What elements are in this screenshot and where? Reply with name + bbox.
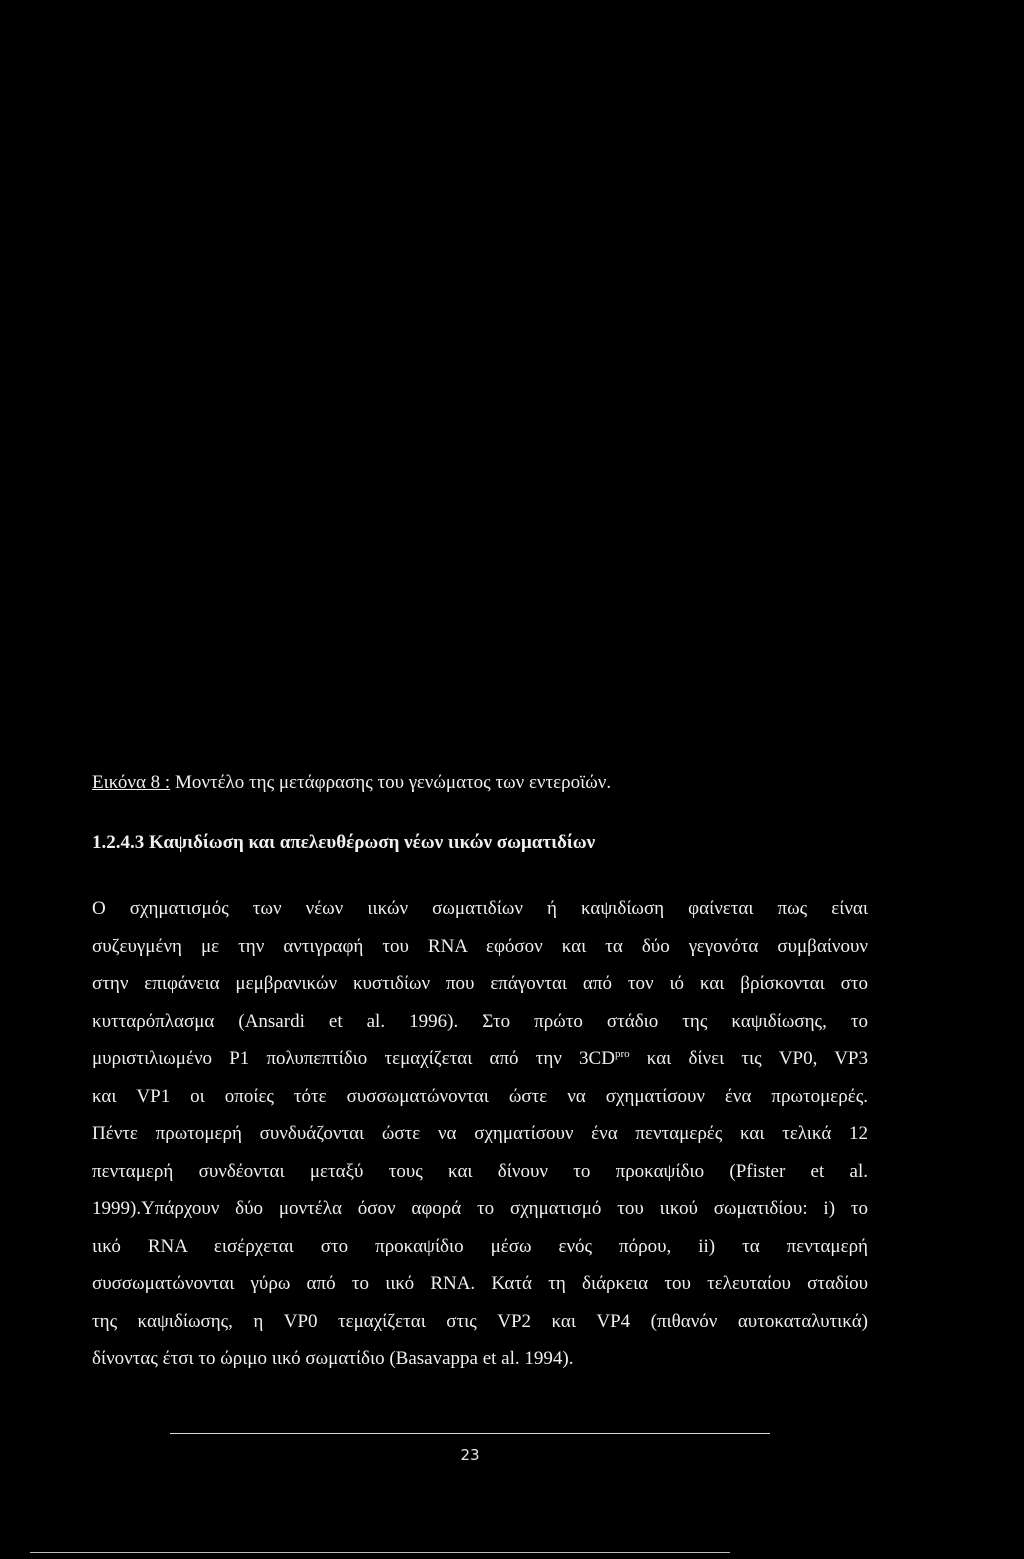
section-heading: 1.2.4.3 Καψιδίωση και απελευθέρωση νέων ιικών σωματιδίων: [92, 832, 596, 853]
paragraph-line: δίνοντας έτσι το ώριμο ιικό σωματίδιο (Basavappa et al. 1994).: [92, 1348, 574, 1369]
figure-caption-label: Εικόνα 8 :: [92, 772, 171, 793]
page-number: 23: [460, 1446, 480, 1464]
superscript-pro: pro: [614, 1048, 630, 1060]
line-text: και δίνει τις VP0, VP3: [629, 1048, 868, 1069]
line-text: μυριστιλιωμένο P1 πολυπεπτίδιο τεμαχίζεται από την 3CD: [92, 1048, 615, 1069]
paragraph-line: [92, 1040, 868, 1078]
body-paragraph: [92, 890, 868, 1378]
paragraph-line: της καψιδίωσης, η VP0 τεμαχίζεται στις VP2 και VP4 (πιθανόν αυτοκαταλυτικά): [92, 1310, 868, 1332]
paragraph-line: Ο σχηματισμός των νέων ιικών σωματιδίων ή καψιδίωση φαίνεται πως είναι: [92, 898, 868, 919]
paragraph-line: Πέντε πρωτομερή συνδυάζονται ώστε να σχηματίσουν ένα πενταμερές και τελικά 12: [92, 1123, 868, 1144]
bottom-divider: [30, 1552, 730, 1553]
figure-image-area: [0, 0, 1024, 760]
paragraph-line: συζευγμένη με την αντιγραφή του RNA εφόσον και τα δύο γεγονότα συμβαίνουν: [92, 935, 868, 957]
paragraph-line: πενταμερή συνδέονται μεταξύ τους και δίνουν το προκαψίδιο (Pfister et al.: [92, 1160, 868, 1182]
figure-caption: [92, 772, 611, 794]
paragraph-line: 1999).Υπάρχουν δύο μοντέλα όσον αφορά το σχηματισμό του ιικού σωματιδίου: i) το: [92, 1198, 868, 1219]
paragraph-line: συσσωματώνονται γύρω από το ιικό RNA. Κατά τη διάρκεια του τελευταίου σταδίου: [92, 1273, 868, 1294]
figure-caption-text: Μοντέλο της μετάφρασης του γενώματος των εντεροϊών.: [174, 772, 612, 793]
paragraph-line: στην επιφάνεια μεμβρανικών κυστιδίων που επάγονται από τον ιό και βρίσκονται στο: [92, 973, 868, 994]
paragraph-line: κυτταρόπλασμα (Ansardi et al. 1996). Στο πρώτο στάδιο της καψιδίωσης, το: [92, 1010, 868, 1032]
footer-divider: [170, 1433, 770, 1434]
paragraph-line: και VP1 οι οποίες τότε συσσωματώνονται ώστε να σχηματίσουν ένα πρωτομερές.: [92, 1085, 868, 1107]
paragraph-line: ιικό RNA εισέρχεται στο προκαψίδιο μέσω ενός πόρου, ii) τα πενταμερή: [92, 1235, 868, 1257]
